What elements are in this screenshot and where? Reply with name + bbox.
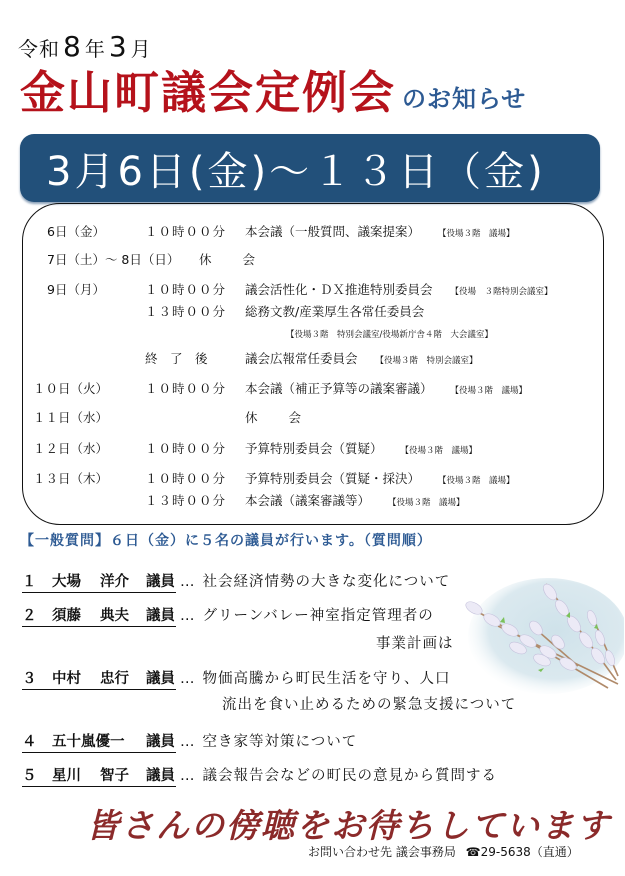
schedule-row: [23, 491, 465, 509]
member-number: ４: [22, 734, 37, 750]
schedule-time: １０時００分: [145, 224, 227, 239]
year-suffix: 年: [84, 37, 106, 61]
schedule-place: 【役場３階 議場】: [438, 229, 515, 239]
member-name: [22, 730, 176, 753]
schedule-day: １０日（火）: [33, 381, 109, 396]
pussy-willow-illustration: [458, 576, 624, 694]
phone-number: 29-5638（直通）: [480, 845, 579, 859]
contact-label: お問い合わせ先 議会事務局: [308, 845, 456, 859]
member-topic: 社会経済情勢の大きな変化について: [202, 574, 451, 590]
schedule-row: [23, 250, 257, 268]
member-row: [22, 667, 451, 690]
member-row: [22, 730, 357, 753]
member-title: 議員: [146, 768, 175, 784]
member-name: [22, 667, 176, 690]
member-number: １: [22, 574, 37, 590]
schedule-day: １３日（木）: [33, 471, 109, 486]
schedule-event: 本会議（一般質問、議案提案）: [245, 224, 421, 239]
schedule-place: 【役場３階 議場】: [400, 446, 478, 456]
member-given-name: 智子: [100, 768, 129, 784]
member-topic-continued: 流出を食い止めるための緊急支援について: [222, 697, 517, 713]
ellipsis: …: [180, 608, 195, 624]
schedule-time: １３時００分: [145, 304, 227, 319]
schedule-place: 【役場３階 議場】: [438, 476, 515, 486]
member-name: [22, 604, 176, 627]
schedule-place: 【役場３階 特別会議室/役場新庁舎４階 大会議室】: [286, 330, 493, 340]
schedule-event: 本会議（議案審議等）: [245, 493, 371, 508]
general-questions-heading: 【一般質問】６日（金）に５名の議員が行います。（質問順）: [20, 533, 432, 549]
member-family-name: 中村: [52, 671, 81, 687]
schedule-event: 議会広報常任委員会: [245, 351, 358, 366]
schedule-day: １１日（水）: [33, 410, 109, 425]
member-number: ３: [22, 671, 37, 687]
member-title: 議員: [146, 671, 175, 687]
ellipsis: …: [180, 574, 195, 590]
schedule-event: 議会活性化・ＤＸ推進特別委員会: [245, 282, 433, 297]
schedule-place: 【役場３階 議場】: [450, 386, 528, 396]
member-row: [22, 570, 450, 593]
schedule-place: 【役場 ３階特別会議室】: [450, 287, 553, 297]
member-title: 議員: [146, 574, 175, 590]
schedule-row: [23, 222, 515, 240]
schedule-day: 9日（月）: [47, 282, 105, 297]
ellipsis: …: [180, 671, 195, 687]
date-range: 3月6日(金)～１３日（金): [46, 148, 546, 195]
schedule-box: [22, 203, 604, 525]
member-topic: グリーンバレー神室指定管理者の: [202, 608, 434, 624]
schedule-event: 予算特別委員会（質疑・採決）: [245, 471, 421, 486]
schedule-row: [23, 280, 553, 298]
schedule-row: [23, 439, 477, 457]
ellipsis: …: [180, 734, 195, 750]
schedule-row: [23, 379, 527, 397]
contact-info: [308, 843, 579, 860]
schedule-time: １０時００分: [145, 471, 227, 486]
schedule-day: １２日（水）: [33, 441, 109, 456]
era-year: 8: [63, 30, 82, 63]
schedule-event: 総務文教/産業厚生各常任委員会: [245, 304, 425, 319]
schedule-event: 休 会: [199, 252, 258, 267]
member-topic-continued: 事業計画は: [376, 636, 454, 652]
schedule-row: [23, 469, 515, 487]
member-family-name: 大場: [52, 574, 81, 590]
member-row: [22, 764, 497, 787]
member-name: [22, 764, 176, 787]
member-given-name: 洋介: [100, 574, 129, 590]
schedule-time: １０時００分: [145, 282, 227, 297]
member-family-name: 五十嵐優一: [52, 734, 125, 750]
title-main: 金山町議会定例会: [20, 66, 397, 119]
schedule-event: 本会議（補正予算等の議案審議）: [245, 381, 433, 396]
member-given-name: 忠行: [100, 671, 129, 687]
schedule-day: 6日（金）: [47, 224, 105, 239]
schedule-time: １０時００分: [145, 441, 227, 456]
member-title: 議員: [146, 608, 175, 624]
member-row: [22, 604, 434, 627]
schedule-time: 終 了 後: [145, 351, 208, 366]
phone-icon: ☎: [465, 845, 481, 859]
title-suffix: のお知らせ: [402, 85, 527, 113]
schedule-event: 休 会: [245, 410, 304, 425]
member-topic: 空き家等対策について: [202, 734, 358, 750]
member-name: [22, 570, 176, 593]
era-month: 3: [108, 30, 128, 63]
schedule-time: １３時００分: [145, 493, 227, 508]
schedule-place: 【役場３階 議場】: [388, 498, 465, 508]
member-family-name: 須藤: [52, 608, 81, 624]
member-title: 議員: [146, 734, 175, 750]
schedule-row: [23, 349, 478, 367]
member-family-name: 星川: [52, 768, 81, 784]
era-prefix: 令和: [18, 37, 60, 61]
member-topic: 物価高騰から町民生活を守り、人口: [202, 671, 451, 687]
ellipsis: …: [180, 768, 195, 784]
member-given-name: 典夫: [100, 608, 129, 624]
member-number: ２: [22, 608, 37, 624]
schedule-place: 【役場３階 特別会議室】: [375, 356, 478, 366]
schedule-row: [23, 302, 424, 320]
member-number: ５: [22, 768, 37, 784]
slogan: 皆さんの傍聴をお待ちしています: [86, 806, 611, 845]
schedule-day: 7日（土）～ 8日（日）: [47, 252, 180, 267]
era-date: [18, 30, 152, 63]
page-title: [20, 66, 526, 120]
member-topic: 議会報告会などの町民の意見から質問する: [202, 768, 497, 784]
schedule-time: １０時００分: [145, 381, 227, 396]
schedule-event: 予算特別委員会（質疑）: [245, 441, 383, 456]
month-suffix: 月: [130, 37, 152, 61]
date-range-banner: [20, 134, 600, 202]
schedule-row: [23, 408, 303, 426]
